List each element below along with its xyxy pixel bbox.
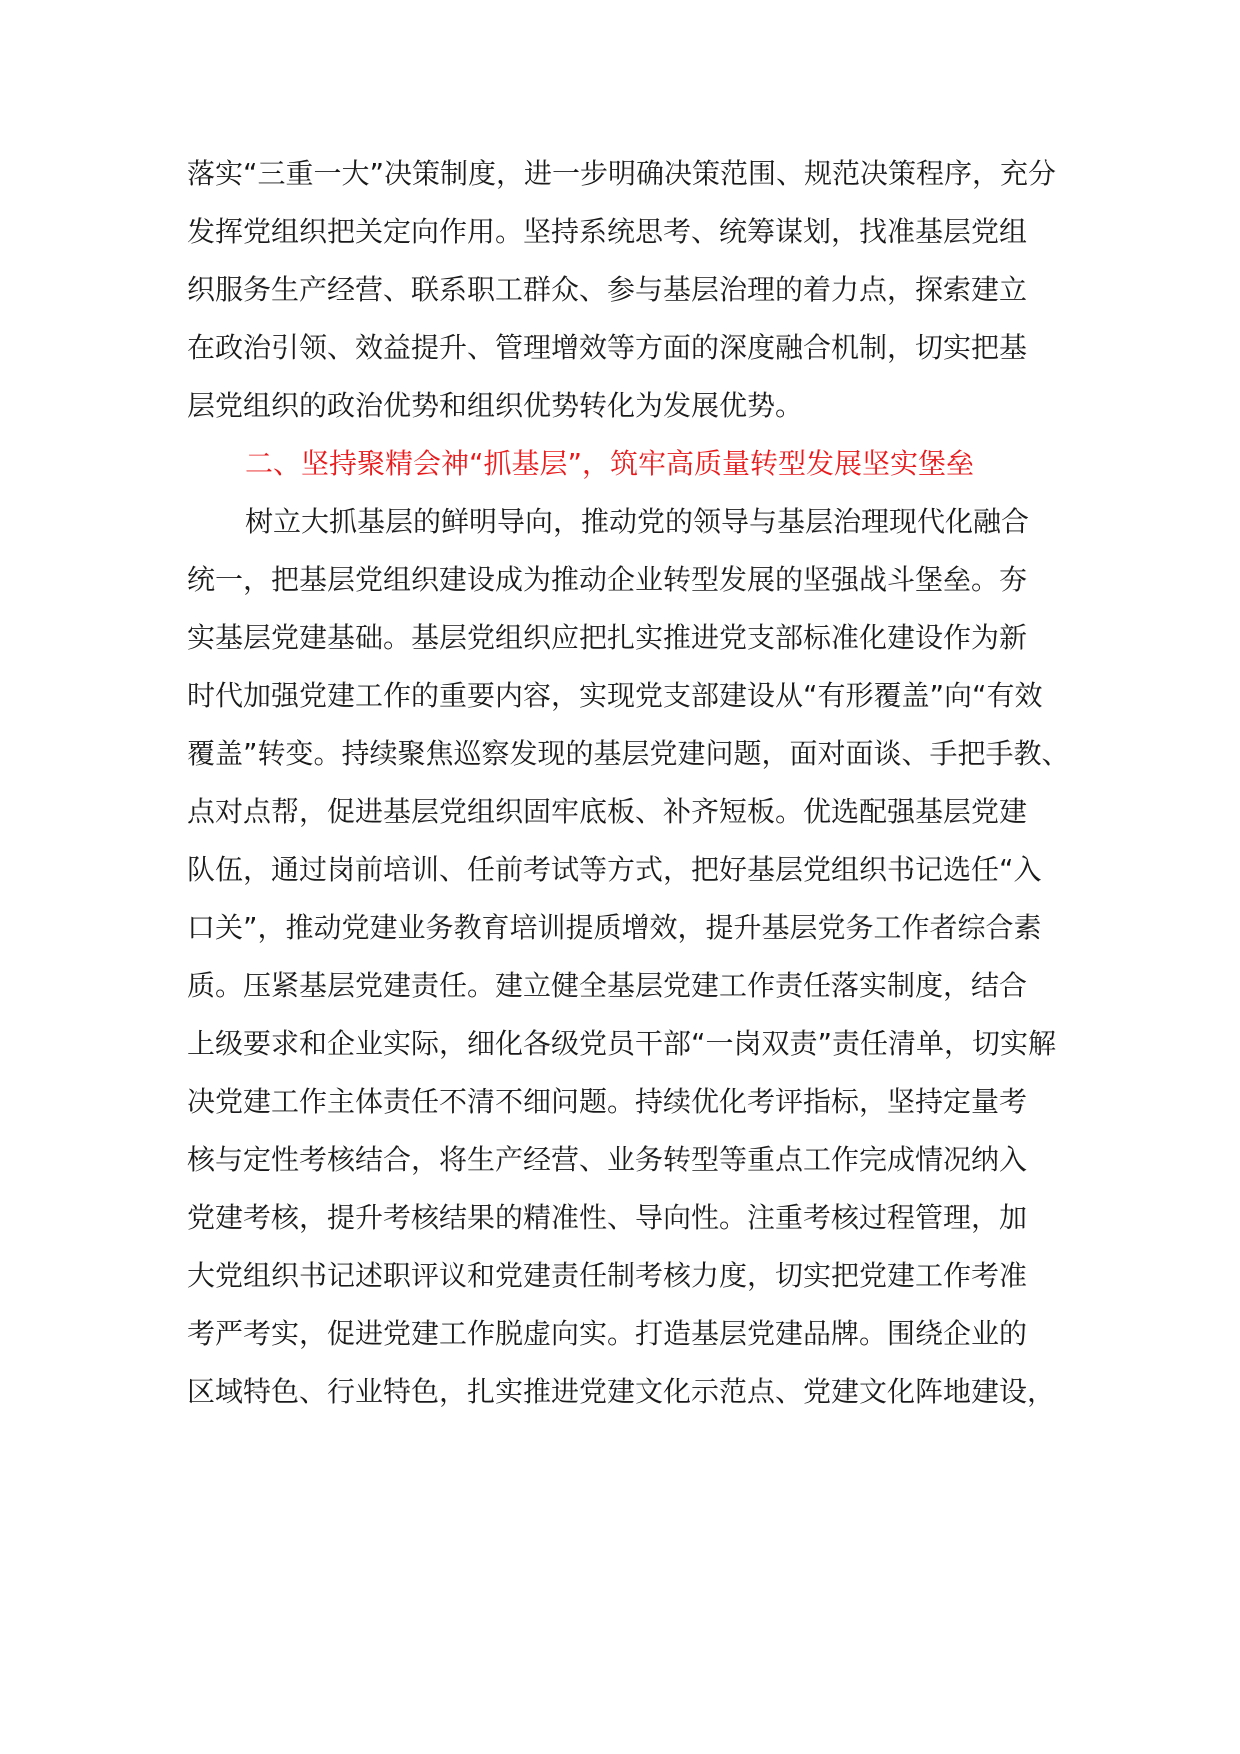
body-text-line: 在政治引领、效益提升、管理增效等方面的深度融合机制，切实把基 [187,331,1028,364]
body-text-line: 区域特色、行业特色，扎实推进党建文化示范点、党建文化阵地建设， [187,1375,1056,1408]
body-text-line: 质。压紧基层党建责任。建立健全基层党建工作责任落实制度，结合 [187,969,1028,1002]
body-text-line: 覆盖”转变。持续聚焦巡察发现的基层党建问题，面对面谈、手把手教、 [187,737,1070,770]
body-text-line: 决党建工作主体责任不清不细问题。持续优化考评指标，坚持定量考 [187,1085,1028,1118]
body-text-line: 考严考实，促进党建工作脱虚向实。打造基层党建品牌。围绕企业的 [187,1317,1028,1350]
body-text-line: 时代加强党建工作的重要内容，实现党支部建设从“有形覆盖”向“有效 [187,679,1043,712]
body-text-line: 统一，把基层党组织建设成为推动企业转型发展的坚强战斗堡垒。夯 [187,563,1028,596]
body-text-line: 织服务生产经营、联系职工群众、参与基层治理的着力点，探索建立 [187,273,1028,306]
body-text-line: 大党组织书记述职评议和党建责任制考核力度，切实把党建工作考准 [187,1259,1028,1292]
body-text-line: 发挥党组织把关定向作用。坚持系统思考、统筹谋划，找准基层党组 [187,215,1028,248]
body-text-line: 树立大抓基层的鲜明导向，推动党的领导与基层治理现代化融合 [245,505,1030,538]
body-text-line: 队伍，通过岗前培训、任前考试等方式，把好基层党组织书记选任“入 [187,853,1042,886]
body-text-line: 口关”，推动党建业务教育培训提质增效，提升基层党务工作者综合素 [187,911,1042,944]
body-text-line: 点对点帮，促进基层党组织固牢底板、补齐短板。优选配强基层党建 [187,795,1028,828]
body-text-line: 层党组织的政治优势和组织优势转化为发展优势。 [187,389,804,422]
body-text-line: 落实“三重一大”决策制度，进一步明确决策范围、规范决策程序，充分 [187,157,1057,190]
body-text-line: 上级要求和企业实际，细化各级党员干部“一岗双责”责任清单，切实解 [187,1027,1057,1060]
body-text-line: 实基层党建基础。基层党组织应把扎实推进党支部标准化建设作为新 [187,621,1028,654]
body-text-line: 党建考核，提升考核结果的精准性、导向性。注重考核过程管理，加 [187,1201,1028,1234]
section-heading: 二、坚持聚精会神“抓基层”，筑牢高质量转型发展坚实堡垒 [245,447,975,480]
body-text-line: 核与定性考核结合，将生产经营、业务转型等重点工作完成情况纳入 [187,1143,1028,1176]
